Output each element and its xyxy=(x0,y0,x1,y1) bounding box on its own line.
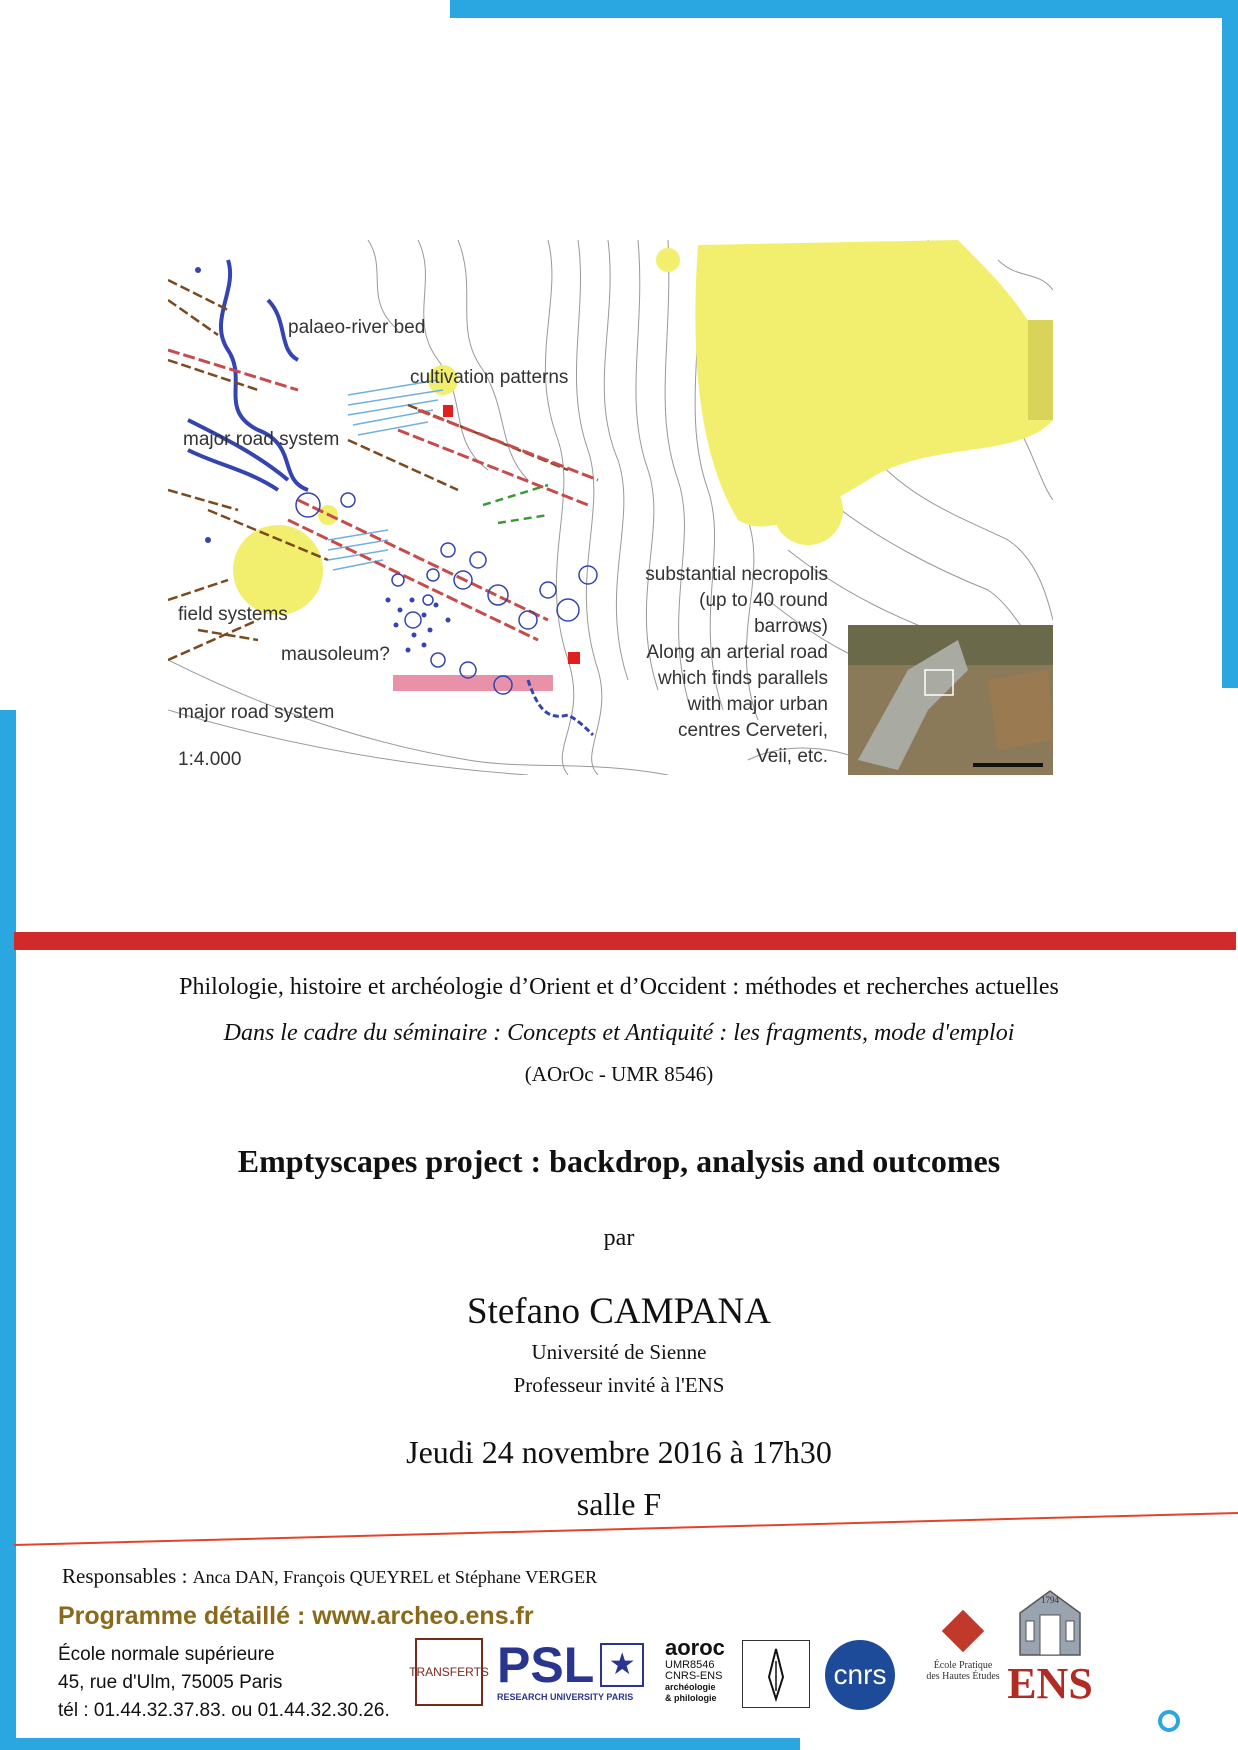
aoroc-logo-sub-1: UMR8546 xyxy=(665,1659,715,1671)
right-blue-bar xyxy=(1222,18,1238,688)
bottom-blue-bar xyxy=(0,1738,800,1750)
talk-title: Emptyscapes project : backdrop, analysis and outcomes xyxy=(237,1143,1001,1179)
cnrs-logo xyxy=(825,1640,895,1710)
transferts-logo xyxy=(409,1638,489,1706)
responsables xyxy=(62,1564,597,1589)
star-icon: ★ xyxy=(600,1643,644,1687)
responsables-label: Responsables : xyxy=(62,1564,188,1588)
ens-year: 1794 xyxy=(1041,1595,1059,1605)
ens-building-icon xyxy=(1010,1585,1090,1657)
psl-logo xyxy=(497,1637,647,1704)
archaeological-map xyxy=(168,240,1053,775)
satellite-inset xyxy=(848,625,1053,775)
label-necropolis-6: with major urban xyxy=(687,694,828,715)
ens-logo xyxy=(995,1585,1105,1706)
label-mausoleum: mausoleum? xyxy=(281,644,390,665)
seminar-line: Dans le cadre du séminaire : Concepts et Antiquité : les fragments, mode d'emploi xyxy=(223,1020,1015,1046)
event-date: Jeudi 24 novembre 2016 à 17h30 xyxy=(406,1434,832,1470)
label-necropolis-1: substantial necropolis xyxy=(645,564,828,585)
address-line-1: École normale supérieure xyxy=(58,1644,275,1665)
responsables-names: Anca DAN, François QUEYREL et Stéphane VERGER xyxy=(192,1567,598,1587)
label-cultivation: cultivation patterns xyxy=(410,367,569,388)
label-necropolis-2: (up to 40 round xyxy=(699,590,828,611)
label-necropolis-3: barrows) xyxy=(754,616,828,637)
label-necropolis-7: centres Cerveteri, xyxy=(678,720,828,741)
psl-logo-subtitle: RESEARCH UNIVERSITY PARIS xyxy=(497,1692,634,1702)
address-line-2: 45, rue d'Ulm, 75005 Paris xyxy=(58,1672,283,1693)
label-necropolis-8: Veii, etc. xyxy=(756,746,828,767)
cnrs-logo-text: cnrs xyxy=(833,1659,887,1690)
label-field-systems: field systems xyxy=(178,604,288,625)
aoroc-logo xyxy=(665,1636,740,1704)
phone-line: tél : 01.44.32.37.83. ou 01.44.32.30.26. xyxy=(58,1700,390,1721)
speaker-name: Stefano CAMPANA xyxy=(467,1291,771,1332)
corner-badge-icon xyxy=(1158,1710,1180,1732)
ephe-emblem-icon xyxy=(942,1610,984,1652)
aoroc-logo-sub-3: archéologie xyxy=(665,1682,716,1692)
label-necropolis-5: which finds parallels xyxy=(657,668,828,689)
ens-logo-text: ENS xyxy=(1007,1659,1093,1708)
research-unit: (AOrOc - UMR 8546) xyxy=(524,1062,714,1086)
event-room: salle F xyxy=(576,1486,662,1522)
transferts-logo-text: TRANSFERTS xyxy=(409,1665,489,1679)
divider-red-bar xyxy=(14,932,1236,950)
label-major-road-bottom: major road system xyxy=(178,702,335,723)
ephe-logo-line-2: des Hautes Études xyxy=(926,1671,1000,1682)
aoroc-logo-sub-2: CNRS-ENS xyxy=(665,1670,723,1682)
series-title: Philologie, histoire et archéologie d’Orient et d’Occident : méthodes et recherches actuelles xyxy=(179,974,1059,1000)
aoroc-logo-text: aoroc xyxy=(665,1635,725,1660)
programme-link[interactable]: Programme détaillé : www.archeo.ens.fr xyxy=(58,1602,534,1630)
pen-nib-icon xyxy=(742,1640,810,1708)
label-scale: 1:4.000 xyxy=(178,749,242,770)
speaker-position: Professeur invité à l'ENS xyxy=(513,1373,725,1397)
aoroc-logo-sub-4: & philologie xyxy=(665,1693,717,1703)
label-necropolis-4: Along an arterial road xyxy=(646,642,828,663)
speaker-affiliation: Université de Sienne xyxy=(531,1340,707,1364)
ephe-logo-line-1: École Pratique xyxy=(933,1660,993,1671)
par-label: par xyxy=(603,1225,635,1251)
psl-logo-text: PSL xyxy=(497,1637,595,1693)
label-major-road-top: major road system xyxy=(183,429,340,450)
top-blue-bar xyxy=(450,0,1238,18)
label-palaeo-river: palaeo-river bed xyxy=(288,317,426,338)
